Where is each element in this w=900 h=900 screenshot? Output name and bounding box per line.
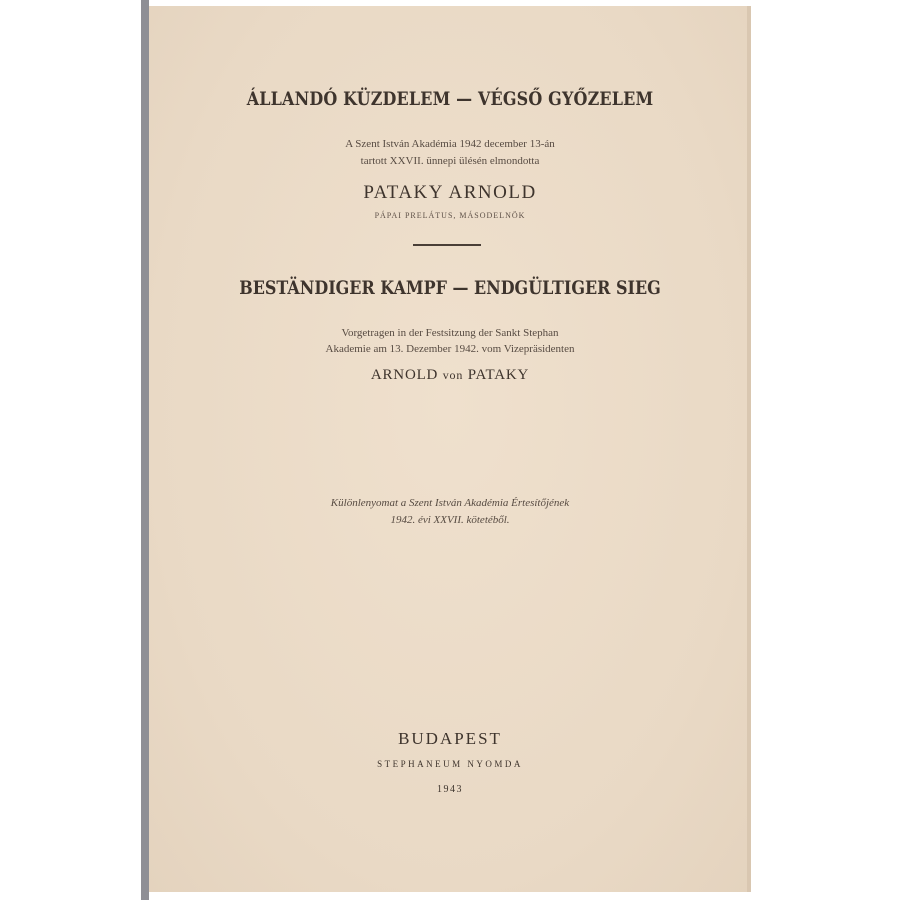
hungarian-author-role: PÁPAI PRELÁTUS, MÁSODELNÖK: [374, 211, 526, 220]
offprint-note-line-2: 1942. évi XXVII. kötetéből.: [390, 514, 510, 526]
german-author: [149, 367, 751, 384]
title-page: [149, 6, 751, 892]
hungarian-title: ÁLLANDÓ KÜZDELEM — VÉGSŐ GYŐZELEM: [246, 88, 654, 110]
german-author-last: PATAKY: [467, 367, 530, 383]
hungarian-subtitle-line-2: tartott XXVII. ünnepi ülésén elmondotta: [360, 155, 540, 167]
german-author-von: von: [442, 368, 464, 382]
hungarian-subtitle-line-1: A Szent István Akadémia 1942 december 13-án: [345, 138, 555, 150]
section-divider: [413, 244, 481, 246]
imprint-city: BUDAPEST: [398, 729, 502, 748]
imprint-year: 1943: [437, 784, 463, 795]
german-title: BESTÄNDIGER KAMPF — ENDGÜLTIGER SIEG: [239, 277, 661, 299]
hungarian-author: PATAKY ARNOLD: [363, 182, 537, 203]
german-author-first: ARNOLD: [370, 367, 439, 383]
scan-edge-border: [141, 0, 149, 900]
german-subtitle-line-2: Akademie am 13. Dezember 1942. vom Vizepräsidenten: [325, 343, 575, 355]
german-subtitle-line-1: Vorgetragen in der Festsitzung der Sankt Stephan: [341, 327, 559, 339]
imprint-printer: STEPHANEUM NYOMDA: [377, 759, 523, 769]
offprint-note-line-1: Különlenyomat a Szent István Akadémia Értesítőjének: [330, 497, 570, 509]
